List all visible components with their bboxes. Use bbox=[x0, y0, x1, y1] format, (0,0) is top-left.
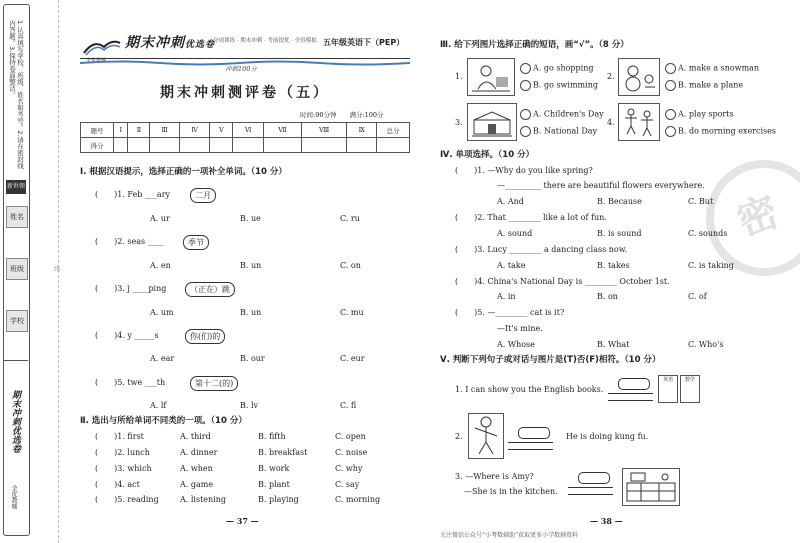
sec3-q2-a[interactable] bbox=[665, 63, 759, 74]
sec2-q2-a[interactable]: A. dinner bbox=[180, 448, 218, 457]
radio-circle[interactable] bbox=[520, 63, 531, 74]
score-input-cell[interactable] bbox=[347, 138, 377, 153]
sec5-q1-text bbox=[455, 385, 603, 395]
sec4-q1-a[interactable]: A. And bbox=[497, 197, 524, 206]
shopping-picture-icon bbox=[467, 58, 515, 96]
sec5-q3-sentence: —Where is Amy? bbox=[465, 472, 534, 481]
sec2-q4-a[interactable]: A. game bbox=[180, 480, 214, 489]
score-cell: Ⅲ bbox=[150, 123, 179, 138]
sec1-q2-hint: 季节 bbox=[183, 235, 209, 250]
sec1-q1-stem: ( )1. Feb ___ary bbox=[95, 190, 171, 199]
score-input-cell[interactable] bbox=[114, 138, 128, 153]
sec3-q3-num: 3. bbox=[455, 118, 463, 127]
score-cell: Ⅳ bbox=[179, 123, 209, 138]
sec1-q4-hint: 你(们)的 bbox=[185, 329, 225, 344]
score-input-cell[interactable] bbox=[263, 138, 301, 153]
score-table-score-row bbox=[81, 138, 410, 153]
double-arrow-icon bbox=[568, 487, 613, 495]
section-4-heading: Ⅳ. 单项选择。（10 分） bbox=[440, 150, 535, 160]
sec3-q2-b[interactable] bbox=[665, 80, 743, 91]
score-cell: Ⅵ bbox=[233, 123, 264, 138]
sec3-q3-b-label: B. National Day bbox=[533, 126, 598, 136]
score-input-cell[interactable] bbox=[179, 138, 209, 153]
sec1-q4-a[interactable]: A. ear bbox=[150, 354, 175, 363]
score-cell: Ⅷ bbox=[301, 123, 347, 138]
strip-divider-line bbox=[4, 360, 28, 361]
strip-brand-tag bbox=[6, 180, 26, 194]
score-input-cell[interactable] bbox=[377, 138, 410, 153]
radio-circle[interactable] bbox=[665, 80, 676, 91]
radio-circle[interactable] bbox=[520, 109, 531, 120]
sec1-q2-a[interactable]: A. en bbox=[150, 261, 171, 270]
strip-notice: 1.认真填写学校、班级、姓名和考号。2.请在密封线内答题。3.保持卷面整洁。 bbox=[8, 20, 24, 169]
slogan: 冲刺100分 bbox=[225, 65, 257, 73]
sec2-q2-b[interactable]: B. breakfast bbox=[258, 448, 308, 457]
sec4-q2-b[interactable]: B. is sound bbox=[597, 229, 642, 238]
sec4-q4-question: ( )4. China's National Day is ________ October 1st. bbox=[455, 277, 670, 286]
score-cell: 总分 bbox=[377, 123, 410, 138]
sec2-q5-c[interactable]: C. morning bbox=[335, 495, 381, 504]
score-input-cell[interactable] bbox=[210, 138, 233, 153]
score-table bbox=[80, 122, 410, 153]
sec4-q3-question: ( )3. Lucy ________ a dancing class now. bbox=[455, 245, 628, 254]
score-cell: Ⅱ bbox=[128, 123, 150, 138]
sec1-q4-b[interactable]: B. our bbox=[240, 354, 265, 363]
sec4-q3-c[interactable]: C. is taking bbox=[688, 261, 734, 270]
sec1-q1-c[interactable]: C. ru bbox=[340, 214, 360, 223]
snowman-picture-icon bbox=[618, 58, 660, 96]
sec2-q2-c[interactable]: C. noise bbox=[335, 448, 368, 457]
sec2-q5-a[interactable]: A. listening bbox=[180, 495, 227, 504]
class-label: 班级 bbox=[6, 258, 28, 280]
sec2-q5-word: ( )5. reading bbox=[95, 495, 159, 504]
sec3-q1-b[interactable] bbox=[520, 80, 598, 91]
sec3-q4-b[interactable] bbox=[665, 126, 776, 137]
grade-label: 五年级英语下（PEP） bbox=[323, 38, 405, 47]
book-1-label: 英语 bbox=[662, 377, 673, 383]
sec4-q4-b[interactable]: B. on bbox=[597, 292, 618, 301]
sec4-q3-a[interactable]: A. take bbox=[497, 261, 526, 270]
exercise-picture-icon bbox=[618, 103, 660, 141]
sec4-q1-c[interactable]: C. But bbox=[688, 197, 714, 206]
double-arrow-icon bbox=[508, 442, 553, 450]
score-cell: Ⅰ bbox=[114, 123, 128, 138]
score-input-cell[interactable] bbox=[128, 138, 150, 153]
seal-stamp-text: 密 bbox=[731, 188, 785, 246]
sec4-q1-b[interactable]: B. Because bbox=[597, 197, 642, 206]
score-cell: Ⅶ bbox=[263, 123, 301, 138]
page-number-right: — 38 — bbox=[590, 516, 623, 526]
sec3-q1-b-label: B. go swimming bbox=[533, 80, 598, 90]
sec3-q1-a[interactable] bbox=[520, 63, 594, 74]
sec2-q1-c[interactable]: C. open bbox=[335, 432, 366, 441]
sec2-q1-word: ( )1. first bbox=[95, 432, 144, 441]
sec3-q4-num: 4. bbox=[607, 118, 615, 127]
strip-brand-vertical-sub: 全优教辅 bbox=[10, 485, 17, 509]
math-book-picture bbox=[680, 375, 700, 403]
answer-bracket[interactable] bbox=[518, 427, 550, 439]
section-3-heading: Ⅲ. 给下列图片选择正确的短语，画“√”。（8 分） bbox=[440, 40, 629, 50]
sec1-q2-stem: ( )2. seas ____ bbox=[95, 237, 164, 246]
sec4-q5-a[interactable]: A. Whose bbox=[497, 340, 535, 349]
score-cell: 题号 bbox=[81, 123, 114, 138]
sec4-q2-a[interactable]: A. sound bbox=[497, 229, 533, 238]
sec5-q2-num: 2. bbox=[455, 432, 463, 441]
answer-bracket[interactable] bbox=[618, 378, 650, 390]
english-book-picture bbox=[658, 375, 678, 403]
sec4-q2-question: ( )2. That ________ like a lot of fun. bbox=[455, 213, 607, 222]
sec1-q1-hint: 二月 bbox=[190, 188, 216, 203]
header-rule bbox=[80, 58, 410, 59]
answer-bracket[interactable] bbox=[578, 472, 610, 484]
fold-mark: 线 bbox=[54, 266, 61, 273]
sec3-q2-b-label: B. make a plane bbox=[678, 80, 744, 90]
name-label: 姓名 bbox=[6, 206, 28, 228]
sec3-q1-num: 1. bbox=[455, 72, 463, 81]
sec4-q2-c[interactable]: C. sounds bbox=[688, 229, 728, 238]
sec3-q2-a-label: A. make a snowman bbox=[678, 63, 760, 73]
sec4-q5-b[interactable]: B. What bbox=[597, 340, 630, 349]
sec4-q1-question: ( )1. —Why do you like spring? bbox=[455, 166, 593, 175]
sec1-q3-a[interactable]: A. um bbox=[150, 308, 174, 317]
radio-circle[interactable] bbox=[665, 126, 676, 137]
sec3-q4-b-label: B. do morning exercises bbox=[678, 126, 776, 136]
sec4-q1-question-2: —_________ there are beautiful flowers everywhere. bbox=[497, 181, 705, 190]
page-number-left: — 37 — bbox=[226, 516, 259, 526]
section-5-heading: Ⅴ. 判断下列句子或对话与图片是(T)否(F)相符。（10 分） bbox=[440, 355, 661, 365]
kung-fu-picture-icon bbox=[468, 413, 504, 459]
radio-circle[interactable] bbox=[520, 126, 531, 137]
sec1-q4-stem: ( )4. y _____s bbox=[95, 331, 159, 340]
section-1-heading: Ⅰ. 根据汉语提示，选择正确的一项补全单词。（10 分） bbox=[80, 167, 287, 177]
sec1-q2-c[interactable]: C. on bbox=[340, 261, 361, 270]
national-day-picture-icon bbox=[467, 103, 517, 141]
sec1-q3-b[interactable]: B. un bbox=[240, 308, 262, 317]
section-2-heading: Ⅱ. 选出与所给单词不同类的一项。（10 分） bbox=[80, 416, 247, 426]
score-cell: Ⅸ bbox=[347, 123, 377, 138]
brand-title-main: 期末冲刺 bbox=[125, 35, 185, 51]
sec1-q3-c[interactable]: C. mu bbox=[340, 308, 364, 317]
double-arrow-icon bbox=[608, 393, 653, 401]
kitchen-picture-icon bbox=[622, 468, 680, 506]
logo-subtext: 全优教辅 bbox=[86, 58, 107, 64]
score-input-cell[interactable] bbox=[301, 138, 347, 153]
sec1-q1-b[interactable]: B. ue bbox=[240, 214, 261, 223]
sec1-q2-b[interactable]: B. un bbox=[240, 261, 262, 270]
sec1-q4-c[interactable]: C. eur bbox=[340, 354, 365, 363]
score-input-cell[interactable] bbox=[150, 138, 179, 153]
sec3-q2-num: 2. bbox=[607, 72, 615, 81]
strip-brand-tag-text: 新世领 bbox=[6, 183, 25, 190]
sec5-q3-num: 3. bbox=[455, 472, 463, 481]
sec1-q5-stem: ( )5. twe ___th bbox=[95, 378, 166, 387]
brand-title-small: 优选卷 bbox=[185, 40, 216, 50]
sec3-q3-a-label: A. Children's Day bbox=[533, 109, 604, 119]
score-cell: Ⅴ bbox=[210, 123, 233, 138]
sec3-q3-a[interactable] bbox=[520, 109, 604, 120]
sec4-q5-question: ( )5. —________ cat is it? bbox=[455, 308, 565, 317]
sec4-q3-b[interactable]: B. takes bbox=[597, 261, 630, 270]
sec5-q3-sentence-2: —She is in the kitchen. bbox=[464, 487, 558, 496]
book-logo-icon bbox=[82, 35, 122, 57]
sec1-q1-a[interactable]: A. ur bbox=[150, 214, 170, 223]
sec2-q2-word: ( )2. lunch bbox=[95, 448, 150, 457]
sec3-q3-b[interactable] bbox=[520, 126, 597, 137]
radio-circle[interactable] bbox=[665, 109, 676, 120]
strip-brand-vertical: 期末冲刺优选卷 bbox=[10, 390, 20, 453]
sec1-q5-hint: 第十二(的) bbox=[190, 376, 238, 391]
sec2-q1-a[interactable]: A. third bbox=[180, 432, 211, 441]
sec2-q4-c[interactable]: C. say bbox=[335, 480, 360, 489]
school-label: 学校 bbox=[6, 310, 28, 332]
sec4-q5-question-2: —It's mine. bbox=[497, 324, 543, 333]
sec5-q2-sentence: He is doing kung fu. bbox=[566, 432, 649, 441]
sec1-q5-c[interactable]: C. fl bbox=[340, 401, 357, 410]
sec1-q5-a[interactable]: A. lf bbox=[150, 401, 167, 410]
sec1-q3-stem: ( )3. j ____ping bbox=[95, 284, 167, 293]
footer-note: 关注微信公众号“小考数辅助”获取更多小学数辅资料 bbox=[440, 532, 579, 539]
sec2-q1-b[interactable]: B. fifth bbox=[258, 432, 286, 441]
sec3-q4-a-label: A. play sports bbox=[678, 109, 734, 119]
sec2-q3-b[interactable]: B. work bbox=[258, 464, 290, 473]
radio-circle[interactable] bbox=[665, 63, 676, 74]
radio-circle[interactable] bbox=[520, 80, 531, 91]
page-title: 期末冲刺测评卷（五） bbox=[160, 85, 330, 101]
sec1-q3-hint: （正在）跳 bbox=[185, 282, 235, 297]
sec2-q5-b[interactable]: B. playing bbox=[258, 495, 299, 504]
sec2-q3-a[interactable]: A. when bbox=[180, 464, 213, 473]
brand-description: 分项训练 · 期末冲刺 · 考前提优 · 全真模拟 bbox=[213, 38, 317, 44]
book-2-label: 数学 bbox=[684, 377, 695, 383]
sec4-q5-c[interactable]: C. Who's bbox=[688, 340, 724, 349]
sec5-q3-line1 bbox=[455, 472, 534, 482]
sec1-q5-b[interactable]: B. lv bbox=[240, 401, 259, 410]
score-table-header-row bbox=[81, 123, 410, 138]
sec2-q3-c[interactable]: C. why bbox=[335, 464, 363, 473]
sec4-q4-a[interactable]: A. in bbox=[497, 292, 516, 301]
score-input-cell[interactable] bbox=[233, 138, 264, 153]
sec5-q1-num: 1. bbox=[455, 385, 463, 394]
sec2-q3-word: ( )3. which bbox=[95, 464, 152, 473]
brand-title bbox=[125, 35, 216, 51]
time-info: 时间:90分钟 满分:100分 bbox=[300, 111, 384, 119]
sec2-q4-b[interactable]: B. plant bbox=[258, 480, 290, 489]
sec4-q4-c[interactable]: C. of bbox=[688, 292, 707, 301]
sec3-q4-a[interactable] bbox=[665, 109, 734, 120]
sec3-q1-a-label: A. go shopping bbox=[533, 63, 594, 73]
sec5-q1-sentence: I can show you the English books. bbox=[465, 385, 604, 394]
sec2-q4-word: ( )4. act bbox=[95, 480, 140, 489]
score-cell: 得分 bbox=[81, 138, 114, 153]
